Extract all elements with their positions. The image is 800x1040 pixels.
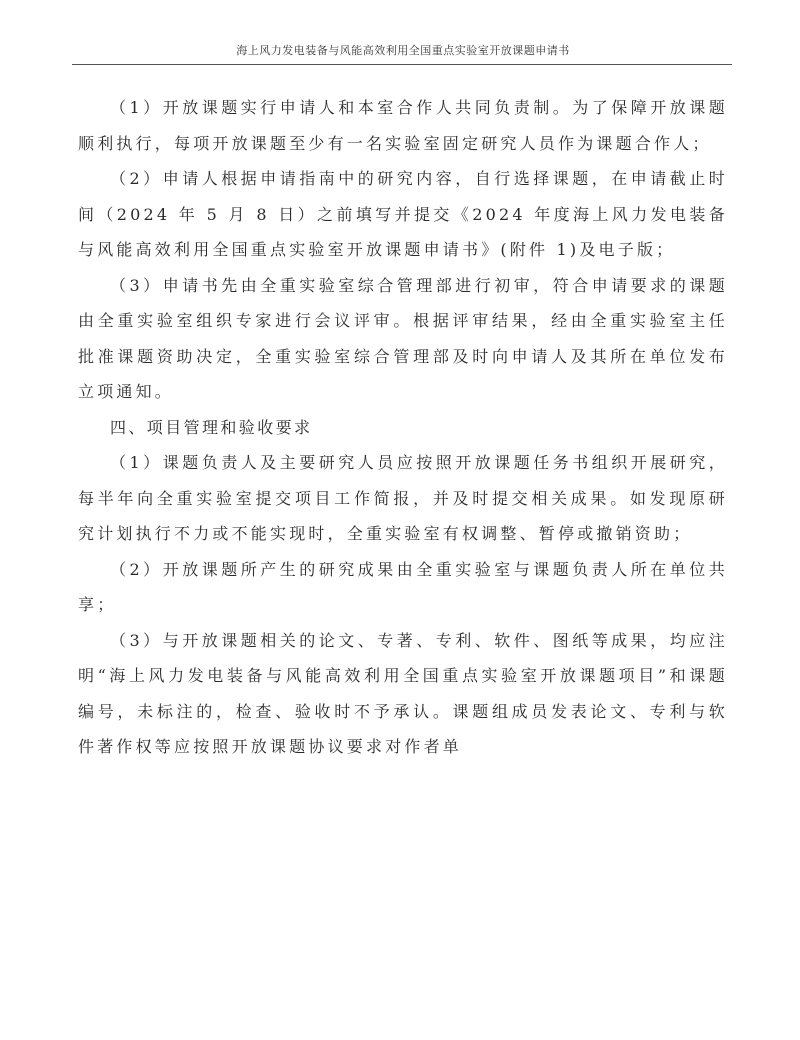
paragraph-review-process: （3）申请书先由全重实验室综合管理部进行初审，符合申请要求的课题由全重实验室组织专家进行会议评审。根据评审结果，经由全重实验室主任批准课题资助决定，全重实验室综合管理部及时向申请人及其所在单位发布立项通知。: [78, 275, 728, 401]
header-divider: [72, 64, 732, 65]
paragraph-attribution: （3）与开放课题相关的论文、专著、专利、软件、图纸等成果，均应注明“海上风力发电装备与风能高效利用全国重点实验室开放课题项目”和课题编号，未标注的，检查、验收时不予承认。课题组成员发表论文、专利与软件著作权等应按照开放课题协议要求对作者单: [78, 630, 728, 756]
paragraph-research-reporting: （1）课题负责人及主要研究人员应按照开放课题任务书组织开展研究，每半年向全重实验室提交项目工作简报，并及时提交相关成果。如发现原研究计划执行不力或不能实现时，全重实验室有权调整、暂停或撤销资助；: [78, 453, 728, 543]
paragraph-responsibility: （1）开放课题实行申请人和本室合作人共同负责制。为了保障开放课题顺利执行，每项开放课题至少有一名实验室固定研究人员作为课题合作人；: [78, 98, 728, 153]
section-heading-project-management: 四、项目管理和验收要求: [110, 417, 313, 437]
document-body: [78, 90, 728, 765]
paragraph-application-submission: （2）申请人根据申请指南中的研究内容，自行选择课题，在申请截止时间（2024 年 5 月 8 日）之前填写并提交《2024 年度海上风力发电装备与风能高效利用全国重点实验室开放课题申请书》(附件 1)及电子版；: [78, 169, 728, 259]
running-header: 海上风力发电装备与风能高效利用全国重点实验室开放课题申请书: [236, 44, 570, 57]
paragraph-results-sharing: （2）开放课题所产生的研究成果由全重实验室与课题负责人所在单位共享；: [78, 559, 728, 614]
